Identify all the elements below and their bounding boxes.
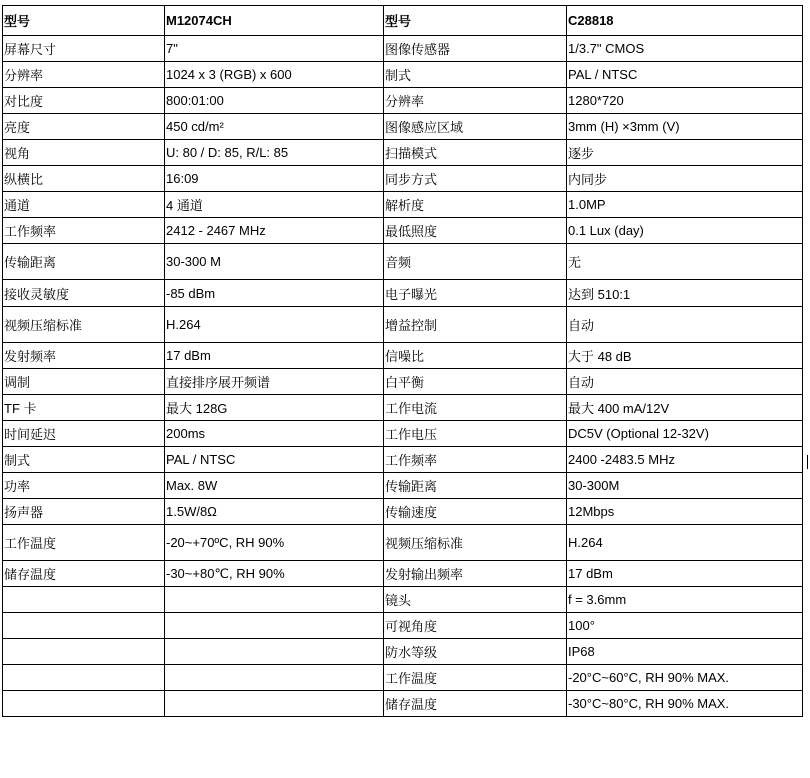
left-spec-label: TF 卡: [3, 395, 165, 421]
right-spec-value: PAL / NTSC: [567, 62, 803, 88]
left-spec-value: Max. 8W: [165, 473, 384, 499]
right-spec-label: 同步方式: [384, 166, 567, 192]
left-spec-value: 17 dBm: [165, 343, 384, 369]
left-model-label: 型号: [3, 6, 165, 36]
right-spec-value: 3mm (H) ×3mm (V): [567, 114, 803, 140]
table-row: [3, 665, 803, 691]
spec-table-body: [3, 6, 803, 717]
left-spec-label: 视角: [3, 140, 165, 166]
table-row: [3, 613, 803, 639]
right-spec-value: 1/3.7" CMOS: [567, 36, 803, 62]
left-spec-label: 制式: [3, 447, 165, 473]
left-spec-label: 时间延迟: [3, 421, 165, 447]
left-spec-label: 屏幕尺寸: [3, 36, 165, 62]
left-spec-label: 发射频率: [3, 343, 165, 369]
left-spec-value: H.264: [165, 307, 384, 343]
table-row: [3, 166, 803, 192]
right-spec-value: -30°C~80°C, RH 90% MAX.: [567, 691, 803, 717]
right-spec-label: 工作频率: [384, 447, 567, 473]
table-row: [3, 192, 803, 218]
left-spec-label: 调制: [3, 369, 165, 395]
table-row: [3, 525, 803, 561]
right-spec-label: 增益控制: [384, 307, 567, 343]
table-row: [3, 114, 803, 140]
right-model-value: C28818: [567, 6, 803, 36]
left-spec-value: 2412 - 2467 MHz: [165, 218, 384, 244]
left-spec-value: 7": [165, 36, 384, 62]
left-spec-label: 扬声器: [3, 499, 165, 525]
right-spec-label: 镜头: [384, 587, 567, 613]
right-spec-label: 解析度: [384, 192, 567, 218]
left-spec-value: -20~+70ºC, RH 90%: [165, 525, 384, 561]
table-row: [3, 447, 803, 473]
right-spec-label: 发射输出频率: [384, 561, 567, 587]
right-spec-value: 内同步: [567, 166, 803, 192]
right-spec-label: 传输速度: [384, 499, 567, 525]
left-spec-value: 450 cd/m²: [165, 114, 384, 140]
left-spec-value: [165, 665, 384, 691]
left-spec-value: 直接排序展开频谱: [165, 369, 384, 395]
left-spec-value: 4 通道: [165, 192, 384, 218]
left-spec-value: [165, 639, 384, 665]
right-spec-label: 图像传感器: [384, 36, 567, 62]
left-spec-value: 200ms: [165, 421, 384, 447]
right-spec-value: 无: [567, 244, 803, 280]
right-model-label: 型号: [384, 6, 567, 36]
left-spec-label: [3, 691, 165, 717]
right-spec-label: 可视角度: [384, 613, 567, 639]
right-spec-label: 工作温度: [384, 665, 567, 691]
right-spec-label: 电子曝光: [384, 280, 567, 307]
left-spec-label: 接收灵敏度: [3, 280, 165, 307]
left-spec-label: 视频压缩标准: [3, 307, 165, 343]
right-spec-value: 大于 48 dB: [567, 343, 803, 369]
right-spec-value: 自动: [567, 307, 803, 343]
left-spec-value: 30-300 M: [165, 244, 384, 280]
table-row: [3, 639, 803, 665]
right-spec-value: 逐步: [567, 140, 803, 166]
header-row: [3, 6, 803, 36]
right-spec-label: 工作电流: [384, 395, 567, 421]
table-row: [3, 587, 803, 613]
table-row: [3, 307, 803, 343]
left-spec-value: 800:01:00: [165, 88, 384, 114]
right-spec-label: 音频: [384, 244, 567, 280]
left-spec-value: [165, 613, 384, 639]
left-spec-label: 功率: [3, 473, 165, 499]
table-row: [3, 421, 803, 447]
left-spec-label: 亮度: [3, 114, 165, 140]
left-spec-label: 纵横比: [3, 166, 165, 192]
right-spec-value: -20°C~60°C, RH 90% MAX.: [567, 665, 803, 691]
right-spec-value: 1280*720: [567, 88, 803, 114]
table-row: [3, 218, 803, 244]
left-spec-value: 1024 x 3 (RGB) x 600: [165, 62, 384, 88]
right-spec-label: 制式: [384, 62, 567, 88]
left-spec-label: [3, 665, 165, 691]
left-spec-value: 最大 128G: [165, 395, 384, 421]
right-spec-label: 工作电压: [384, 421, 567, 447]
right-spec-label: 最低照度: [384, 218, 567, 244]
right-spec-label: 信噪比: [384, 343, 567, 369]
table-row: [3, 369, 803, 395]
edge-marker: [807, 455, 808, 469]
right-spec-value: f = 3.6mm: [567, 587, 803, 613]
right-spec-value: 1.0MP: [567, 192, 803, 218]
table-row: [3, 244, 803, 280]
right-spec-label: 图像感应区域: [384, 114, 567, 140]
table-row: [3, 36, 803, 62]
left-spec-value: -85 dBm: [165, 280, 384, 307]
left-spec-label: 工作频率: [3, 218, 165, 244]
table-row: [3, 499, 803, 525]
table-row: [3, 343, 803, 369]
left-spec-label: [3, 639, 165, 665]
table-row: [3, 88, 803, 114]
right-spec-value: 100°: [567, 613, 803, 639]
right-spec-label: 白平衡: [384, 369, 567, 395]
left-spec-value: U: 80 / D: 85, R/L: 85: [165, 140, 384, 166]
spec-table: [2, 5, 803, 717]
left-spec-label: 储存温度: [3, 561, 165, 587]
right-spec-value: 12Mbps: [567, 499, 803, 525]
right-spec-value: 最大 400 mA/12V: [567, 395, 803, 421]
right-spec-label: 传输距离: [384, 473, 567, 499]
table-row: [3, 62, 803, 88]
table-row: [3, 395, 803, 421]
left-spec-value: 1.5W/8Ω: [165, 499, 384, 525]
table-row: [3, 473, 803, 499]
table-row: [3, 140, 803, 166]
right-spec-label: 扫描模式: [384, 140, 567, 166]
table-row: [3, 691, 803, 717]
right-spec-label: 分辨率: [384, 88, 567, 114]
left-spec-label: 工作温度: [3, 525, 165, 561]
right-spec-value: 17 dBm: [567, 561, 803, 587]
left-spec-label: 传输距离: [3, 244, 165, 280]
right-spec-value: DC5V (Optional 12-32V): [567, 421, 803, 447]
left-spec-label: [3, 587, 165, 613]
right-spec-value: 30-300M: [567, 473, 803, 499]
right-spec-label: 视频压缩标准: [384, 525, 567, 561]
left-spec-value: 16:09: [165, 166, 384, 192]
right-spec-label: 储存温度: [384, 691, 567, 717]
left-spec-value: -30~+80℃, RH 90%: [165, 561, 384, 587]
left-spec-label: 通道: [3, 192, 165, 218]
table-row: [3, 280, 803, 307]
right-spec-value: H.264: [567, 525, 803, 561]
left-spec-label: [3, 613, 165, 639]
left-spec-value: PAL / NTSC: [165, 447, 384, 473]
left-spec-value: [165, 691, 384, 717]
left-spec-label: 分辨率: [3, 62, 165, 88]
right-spec-value: IP68: [567, 639, 803, 665]
right-spec-value: 达到 510:1: [567, 280, 803, 307]
left-spec-label: 对比度: [3, 88, 165, 114]
table-row: [3, 561, 803, 587]
right-spec-value: 0.1 Lux (day): [567, 218, 803, 244]
left-model-value: M12074CH: [165, 6, 384, 36]
left-spec-value: [165, 587, 384, 613]
right-spec-value: 2400 -2483.5 MHz: [567, 447, 803, 473]
right-spec-value: 自动: [567, 369, 803, 395]
right-spec-label: 防水等级: [384, 639, 567, 665]
